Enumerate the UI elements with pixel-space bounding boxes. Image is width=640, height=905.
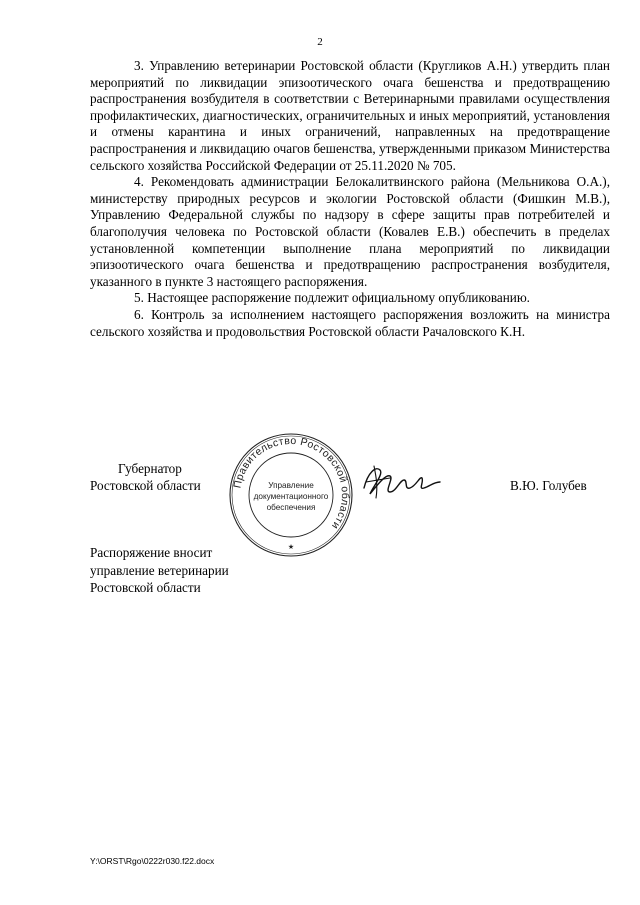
official-seal	[228, 432, 354, 558]
signer-name: В.Ю. Голубев	[510, 478, 587, 493]
paragraph-6: 6. Контроль за исполнением настоящего распоряжения возложить на министра сельского хозяйства и продовольствия Ростовской области Рачаловского К.Н.	[90, 306, 610, 339]
paragraph-3: 3. Управлению ветеринарии Ростовской области (Кругликов А.Н.) утвердить план мероприятий по ликвидации эпизоотического очага бешенства и предотвращению распространения возбудителя в соответствии с Ветеринарными правилами осуществления профилактических, диагностических, ограничительных и иных мероприятий, установления и отмены карантина и иных ограничений, направленных на предотвращение распространения и ликвидацию очагов бешенства, утвержденными приказом Министерства сельского хозяйства Российской Федерации от 25.11.2020 № 705.	[90, 58, 610, 173]
document-body	[90, 58, 610, 340]
seal-inner-line2: документационного	[253, 492, 329, 501]
signatory-title	[90, 460, 201, 494]
signatory-title-line2: Ростовской области	[90, 478, 201, 493]
page-number: 2	[317, 36, 323, 48]
submitted-by-line2: управление ветеринарии	[90, 562, 229, 578]
seal-star-icon: ★	[287, 543, 295, 551]
paragraph-4: 4. Рекомендовать администрации Белокалитвинского района (Мельникова О.А.), министерству природных ресурсов и экологии Ростовской области (Фишкин М.В.), Управлению Федеральной службы по надзору в сфере защиты прав потребителей и благополучия человека по Ростовской области (Ковалев Е.В.) обеспечить в пределах установленной компетенции выполнение плана мероприятий по ликвидации эпизоотического очага бешенства и предотвращению распространения возбудителя, указанного в пункте 3 настоящего распоряжения.	[90, 174, 610, 289]
signatory-title-line1: Губернатор	[118, 461, 182, 476]
file-path: Y:\ORST\Rgo\0222r030.f22.docx	[90, 856, 215, 866]
paragraph-5: 5. Настоящее распоряжение подлежит официальному опубликованию.	[134, 290, 530, 306]
seal-inner-line3: обеспечения	[266, 503, 316, 512]
seal-outer-text: Правительство Ростовской области	[231, 434, 352, 532]
submitted-by-line3: Ростовской области	[90, 580, 201, 595]
submitted-by-line1: Распоряжение вносит	[90, 545, 213, 560]
submitted-by	[90, 544, 229, 597]
handwritten-signature	[360, 458, 444, 504]
seal-inner-line1: Управление	[268, 481, 314, 490]
